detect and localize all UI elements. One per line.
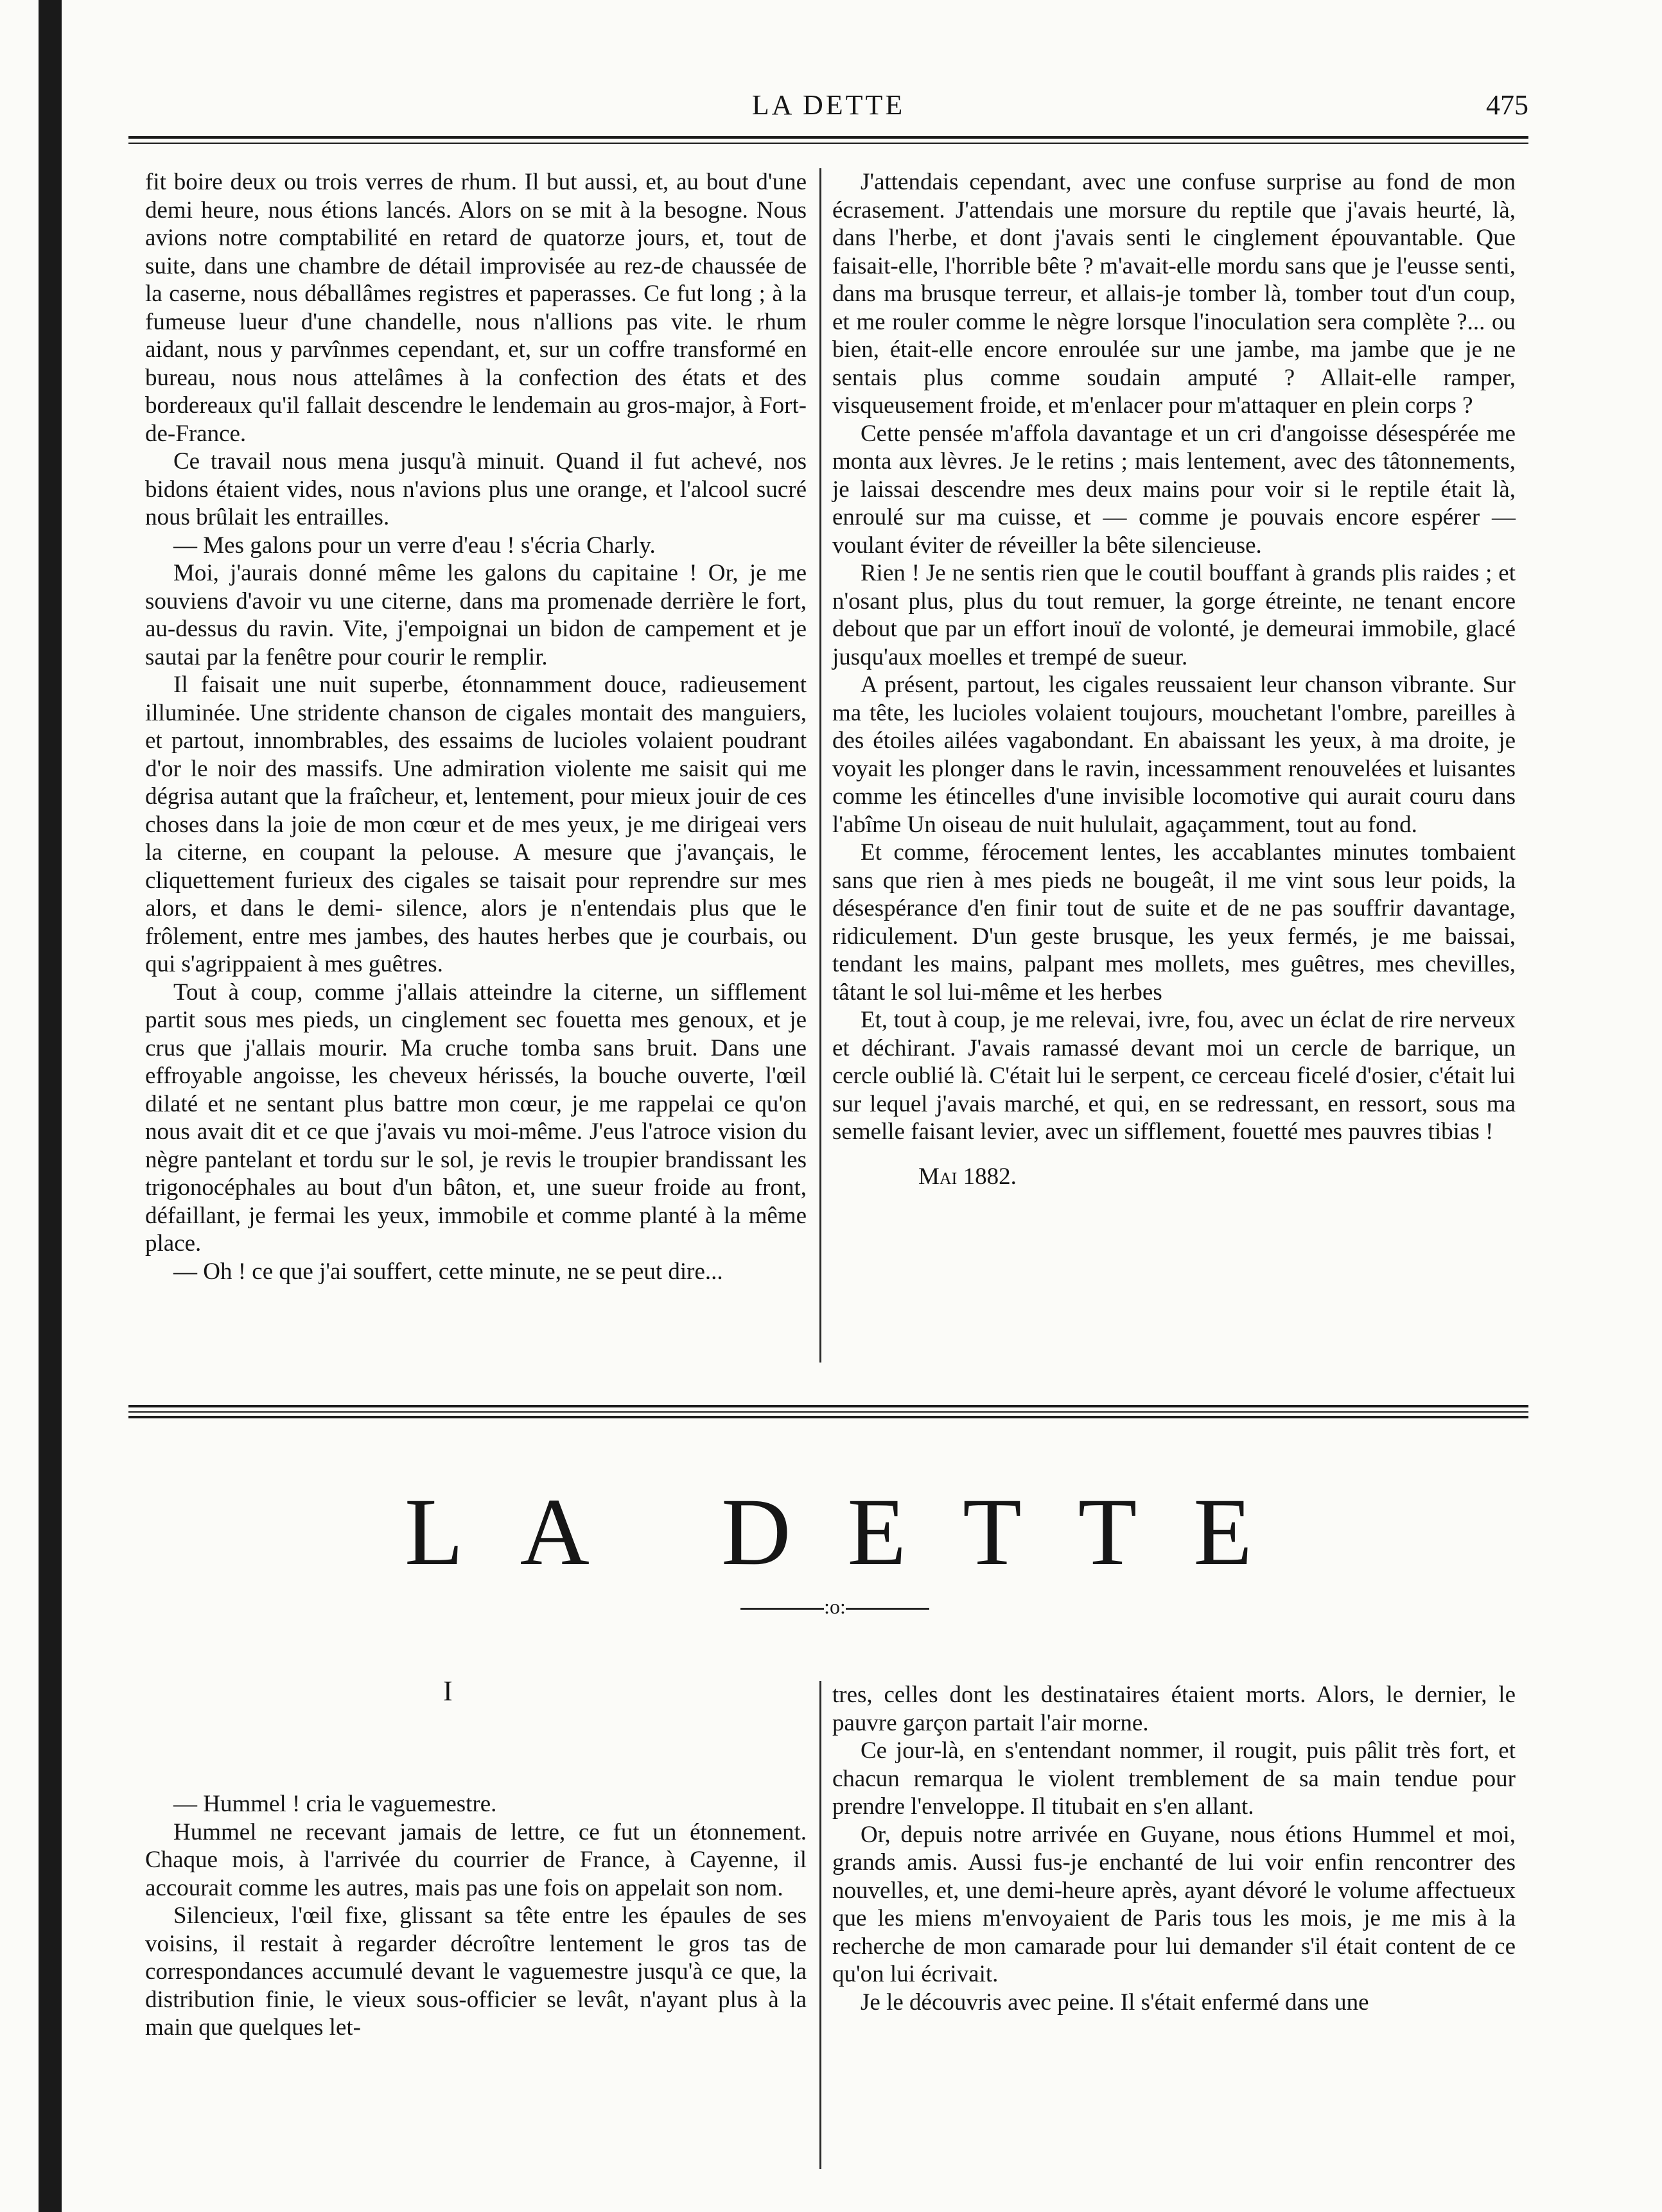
paragraph: — Mes galons pour un verre d'eau ! s'écria Charly. xyxy=(173,532,656,559)
page-number: 475 xyxy=(1486,89,1528,121)
paragraph: Cette pensée m'affola davantage et un cri d'angoisse désespérée me monta aux lèvres. Je le retins ; mais lentement, avec des tâtonnements, je laissai descendre mes deux mains pour voir si le reptile était là, enroulé sur ma cuisse, et — comme je pouvais encore espérer — voulant éviter de réveiller la bête silencieuse. xyxy=(832,420,1516,559)
paragraph: J'attendais cependant, avec une confuse surprise au fond de mon écrasement. J'attendais une morsure du reptile que j'avais heurté, là, dans l'herbe, et dont j'avais senti le cinglement épouvantable. Que faisait-elle, l'horrible bête ? m'avait-elle mordu sans que je l'eusse senti, dans ma brusque terreur, et allais-je tomber là, tomber tout d'un coup, et me rouler comme le nègre lorsque l'inoculation sera complète ?... ou bien, était-elle encore enroulée sur une jambe, ma jambe que je ne sentais plus comme soudain amputé ? Allait-elle ramper, visqueusement froide, et m'enlacer pour m'attaquer en plein corps ? xyxy=(832,169,1516,419)
paragraph: Or, depuis notre arrivée en Guyane, nous étions Hummel et moi, grands amis. Aussi fus-je enchanté de lui voir enfin rencontrer des nouvelles, et, une demi-heure après, ayant dévoré le volume affectueux que les miens m'envoyaient de Paris tous les mois, je me mis à la recherche de mon camarade pour lui demander s'il était content de ce qu'on lui écrivait. xyxy=(832,1821,1516,1987)
chapter-number: I xyxy=(443,1675,453,1707)
bottom-right-column xyxy=(832,1681,1516,2016)
paragraph: Moi, j'aurais donné même les galons du capitaine ! Or, je me souviens d'avoir vu une citerne, dans ma promenade derrière le fort, au-dessus du ravin. Vite, j'empoignai un bidon de campement et je sautai par la fenêtre pour courir le remplir. xyxy=(145,560,807,670)
top-right-column xyxy=(832,168,1516,1190)
scan-edge xyxy=(39,0,62,2212)
running-title: LA DETTE xyxy=(751,89,905,121)
paragraph: tres, celles dont les destinataires étaient morts. Alors, le dernier, le pauvre garçon partait l'air morne. xyxy=(832,1682,1516,1736)
section-rule-middle xyxy=(128,1411,1528,1413)
paragraph: A présent, partout, les cigales reussaient leur chanson vibrante. Sur ma tête, les lucioles volaient toujours, mouchetant l'ombre, pareilles à des étoiles ailées vagabondant. En abaissant les yeux, à ma droite, je voyait les plonger dans le ravin, incessamment renouvelées et luisantes comme les étincelles d'une invisible locomotive qui aurait couru dans l'abîme Un oiseau de nuit hululait, agaçamment, tout au fond. xyxy=(832,672,1516,838)
paragraph: Silencieux, l'œil fixe, glissant sa tête entre les épaules de ses voisins, il restait à regarder décroître lentement le gros tas de correspondances accumulé devant le vaguemestre jusqu'à ce que, la distribution finie, le vieux sous-officier se levât, n'ayant plus à la main que quelques let- xyxy=(145,1903,807,2041)
column-divider-bottom xyxy=(819,1681,821,2169)
paragraph: Je le découvris avec peine. Il s'était enfermé dans une xyxy=(861,1989,1369,2016)
paragraph: Ce travail nous mena jusqu'à minuit. Quand il fut achevé, nos bidons étaient vides, nous n'avions plus une orange, et l'alcool sucré nous brûlait les entrailles. xyxy=(145,448,807,530)
story-title: LA DETTE xyxy=(404,1479,1309,1585)
paragraph: Tout à coup, comme j'allais atteindre la citerne, un sifflement partit sous mes pieds, un cinglement sec fouetta mes genoux, et je crus que j'allais mourir. Ma cruche tomba sans bruit. Dans une effroyable angoisse, les cheveux hérissés, la bouche ouverte, l'œil dilaté et ne sentant plus battre mon cœur, je me rappelai ce qu'on nous avait dit et ce que j'avais vu moi-même. J'eus l'atroce vision du nègre pantelant et tordu sur le sol, je revis le troupier brandissant les trigonocéphales au bout d'un bâton, et, une sueur froide au front, défaillant, je fermai les yeux, immobile et comme planté à la même place. xyxy=(145,979,807,1257)
paragraph: — Oh ! ce que j'ai souffert, cette minute, ne se peut dire... xyxy=(173,1258,723,1285)
paragraph: Il faisait une nuit superbe, étonnamment douce, radieusement illuminée. Une stridente chanson de cigales montait des manguiers, et partout, innombrables, des essaims de lucioles volaient poudrant d'or le noir des massifs. Une admiration violente me saisit qui me dégrisa autant que la fraîcheur, et, lentement, pour mieux jouir de ces choses dans la joie de mon cœur et de mes yeux, je me dirigeai vers la citerne, en coupant la pelouse. A mesure que j'avançais, le cliquettement furieux des cigales se taisait pour reprendre sur mes alors, et dans le demi- silence, alors je n'entendais plus que le frôlement, entre mes jambes, des hautes herbes que je courbais, ou qui s'agrippaient à mes guêtres. xyxy=(145,672,807,977)
bottom-left-column xyxy=(145,1790,807,2042)
title-separator: :o: xyxy=(713,1595,957,1619)
paragraph: Hummel ne recevant jamais de lettre, ce fut un étonnement. Chaque mois, à l'arrivée du courrier de France, à Cayenne, il accourait comme les autres, mais pas une fois on appelait son nom. xyxy=(145,1818,807,1901)
top-left-column xyxy=(145,168,807,1285)
header-rule-top xyxy=(128,136,1528,139)
paragraph: Et, tout à coup, je me relevai, ivre, fou, avec un éclat de rire nerveux et déchirant. J'avais ramassé devant moi un cercle de barrique, un cercle oublié là. C'était lui le serpent, ce cerceau ficelé d'osier, c'était lui sur lequel j'avais marché, et qui, en se redressant, en ressort, sous ma semelle faisant levier, avec un sifflement, fouetté mes pauvres tibias ! xyxy=(832,1007,1516,1145)
paragraph: Ce jour-là, en s'entendant nommer, il rougit, puis pâlit très fort, et chacun remarqua le violent tremblement de sa main tendue pour prendre l'enveloppe. Il titubait en s'en allant. xyxy=(832,1737,1516,1820)
paragraph: Et comme, férocement lentes, les accablantes minutes tombaient sans que rien à mes pieds ne bougeât, il me vint sous leur poids, la désespérance d'en finir tout de suite et de ne pas souffrir davantage, ridiculement. D'un geste brusque, les yeux fermés, je me baissai, tendant les mains, palpant mes mollets, mes guêtres, mes chevilles, tâtant le sol lui-même et les herbes xyxy=(832,839,1516,1006)
column-divider-top xyxy=(819,168,821,1363)
paragraph: Rien ! Je ne sentis rien que le coutil bouffant à grands plis raides ; et n'osant plus, plus du tout remuer, la gorge étreinte, ne tenant encore debout que par un effort inouï de volonté, je demeurai immobile, glacé jusqu'aux moelles et trempé de sueur. xyxy=(832,560,1516,670)
paragraph: fit boire deux ou trois verres de rhum. Il but aussi, et, au bout d'une demi heure, nous étions lancés. Alors on se mit à la besogne. Nous avions notre comptabilité en retard de quatorze jours, et, tout de suite, dans une chambre de détail improvisée au rez-de chaussée de la caserne, nous déballâmes registres et paperasses. Ce fut long ; à la fumeuse lueur d'une chandelle, nous n'allions pas vite. le rhum aidant, nous y parvînmes cependant, et, sur un coffre transformé en bureau, nous nous attelâmes à la confection des états et des bordereaux qu'il fallait descendre le lendemain au gros-major, à Fort-de-France. xyxy=(145,169,807,447)
paragraph: — Hummel ! cria le vaguemestre. xyxy=(173,1791,497,1817)
page-header xyxy=(128,89,1528,134)
dateline: Mai 1882. xyxy=(918,1163,1017,1190)
section-rule-top xyxy=(128,1405,1528,1407)
header-rule-bottom xyxy=(128,143,1528,144)
section-rule-bottom xyxy=(128,1416,1528,1418)
